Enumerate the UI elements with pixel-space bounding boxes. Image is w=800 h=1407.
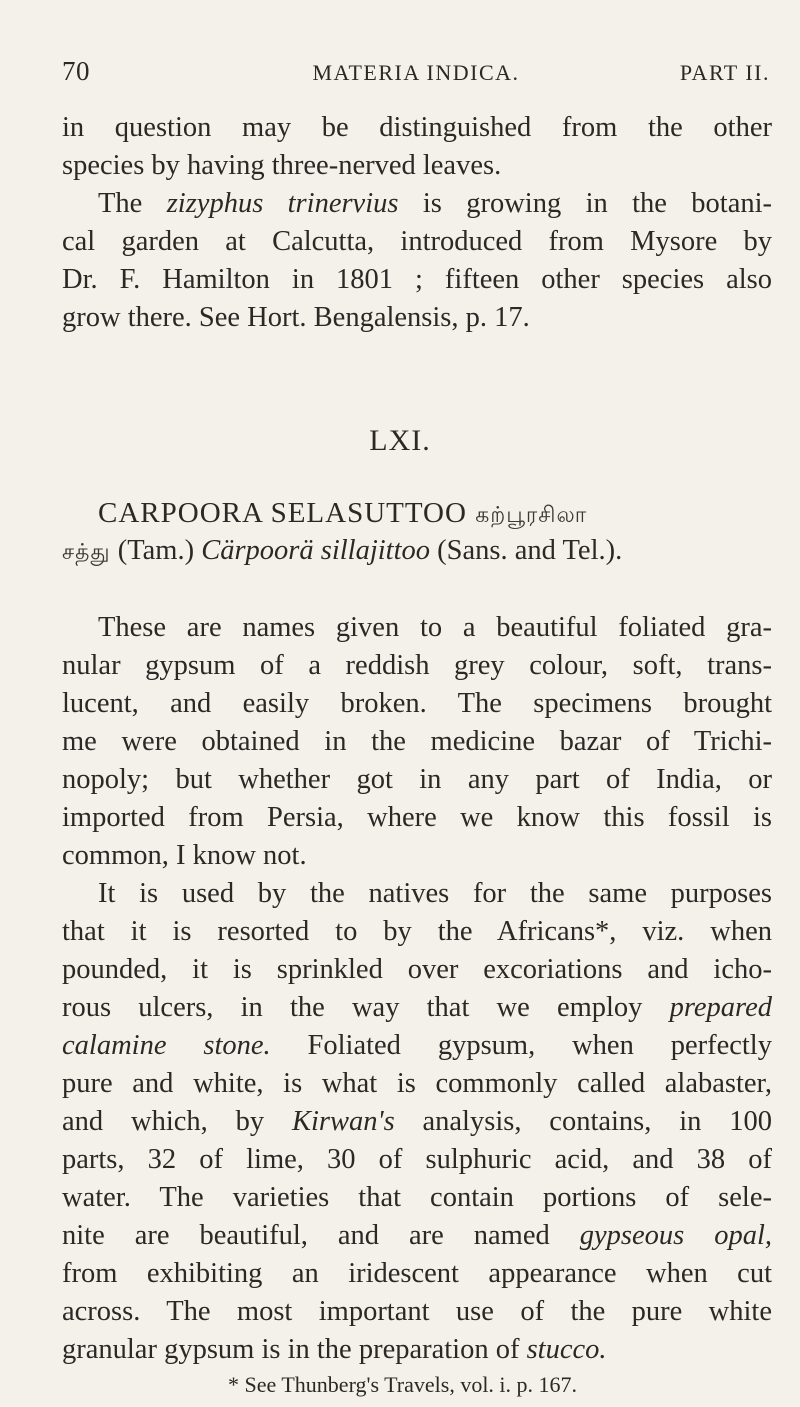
text-line: grow there. See Hort. Bengalensis, p. 17.	[62, 302, 530, 333]
italic-term: calamine stone.	[62, 1030, 271, 1061]
text-line: nite are beautiful, and are named gypseous opal,	[62, 1220, 772, 1251]
tamil-script: கற்பூரசிலா	[475, 503, 588, 528]
italic-term: gypseous opal,	[579, 1220, 772, 1251]
text-line: rous ulcers, in the way that we employ prepared	[62, 992, 772, 1023]
text-line: from exhibiting an iridescent appearance when cut	[62, 1258, 772, 1289]
text-line: water. The varieties that contain portions of sele-	[62, 1182, 772, 1213]
text-line: parts, 32 of lime, 30 of sulphuric acid, and 38 of	[62, 1144, 772, 1175]
text-line: granular gypsum is in the preparation of stucco.	[62, 1334, 607, 1365]
text-line: across. The most important use of the pure white	[62, 1296, 772, 1327]
text-line: in question may be distinguished from the other	[62, 112, 772, 143]
page-number: 70	[62, 56, 90, 86]
language-label: (Sans. and Tel.).	[437, 535, 623, 566]
text-line: nular gypsum of a reddish grey colour, soft, trans-	[62, 650, 772, 681]
text-line: that it is resorted to by the Africans*, viz. when	[62, 916, 772, 947]
language-label: (Tam.)	[117, 535, 195, 566]
text-line: Dr. F. Hamilton in 1801 ; fifteen other species also	[62, 264, 772, 295]
alternate-names	[62, 535, 772, 568]
text-line: These are names given to a beautiful foliated gra-	[98, 612, 772, 643]
text-line: and which, by Kirwan's analysis, contains, in 100	[62, 1106, 772, 1137]
text-line: The zizyphus trinervius is growing in the botani-	[98, 188, 773, 219]
text-line: me were obtained in the medicine bazar of Trichi-	[62, 726, 772, 757]
text-line: It is used by the natives for the same purposes	[98, 878, 772, 909]
text-line: species by having three-nerved leaves.	[62, 150, 502, 181]
part-label: PART II.	[679, 60, 770, 85]
running-title: MATERIA INDICA.	[312, 60, 520, 85]
text-line: imported from Persia, where we know this fossil is	[62, 802, 772, 833]
sanskrit-name: Cärpoorä sillajittoo	[201, 535, 431, 566]
footnote: * See Thunberg's Travels, vol. i. p. 167.	[228, 1372, 578, 1397]
tamil-script: சத்து	[62, 540, 111, 565]
text-line: calamine stone. Foliated gypsum, when perfectly	[62, 1030, 772, 1061]
italic-term: prepared	[669, 992, 772, 1023]
latin-name: zizyphus trinervius	[166, 188, 399, 219]
text-line: nopoly; but whether got in any part of India, or	[62, 764, 772, 795]
text-line: pure and white, is what is commonly called alabaster,	[62, 1068, 772, 1099]
section-number: LXI.	[369, 424, 431, 457]
running-head	[62, 56, 770, 92]
entry-name: CARPOORA SELASUTTOO	[98, 497, 467, 529]
italic-term: stucco.	[526, 1334, 607, 1365]
author-name: Kirwan's	[291, 1106, 395, 1137]
text-line: lucent, and easily broken. The specimens brought	[62, 688, 772, 719]
text-line: cal garden at Calcutta, introduced from Mysore by	[62, 226, 772, 257]
text-line: pounded, it is sprinkled over excoriations and icho-	[62, 954, 772, 985]
text-line: common, I know not.	[62, 840, 307, 871]
section-heading	[98, 497, 587, 531]
